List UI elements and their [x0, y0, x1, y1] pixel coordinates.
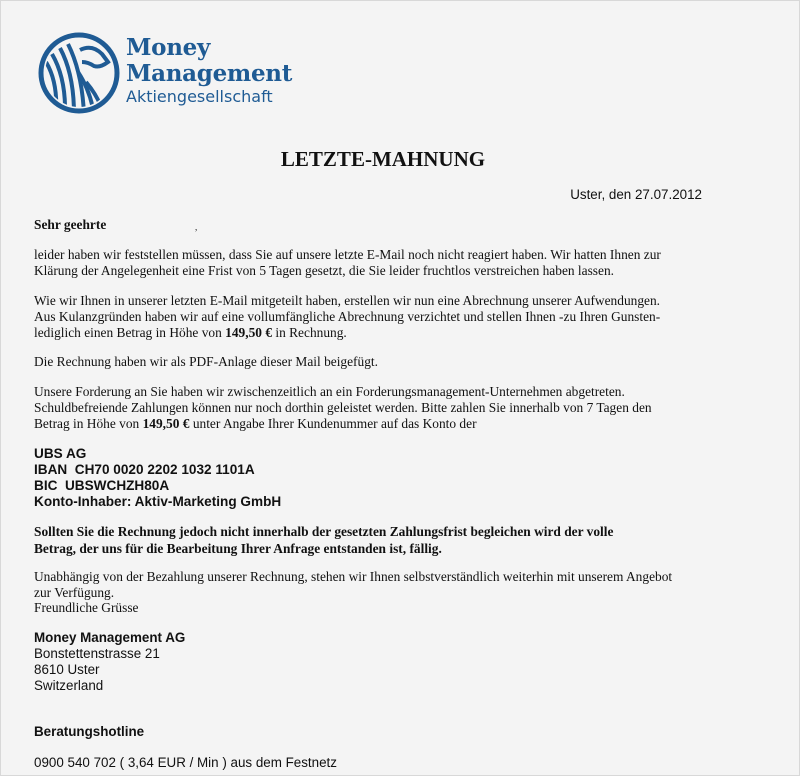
paragraph-2	[34, 293, 660, 341]
logo-line-2: Management	[126, 60, 293, 87]
page-title: LETZTE-MAHNUNG	[280, 147, 486, 171]
hotline-label: Beratungshotline	[34, 724, 145, 739]
text-line: zur Verfügung.	[34, 584, 115, 600]
sender-address	[34, 630, 185, 694]
text-line: Schuldbefreiende Zahlungen können nur noch dorthin geleistet werden. Bitte zahlen Sie innerhalb von 7 Tagen den	[34, 400, 652, 415]
amount: 149,50 €	[225, 325, 273, 340]
paragraph-3: Die Rechnung haben wir als PDF-Anlage dieser Mail beigefügt.	[34, 354, 378, 369]
sender-street: Bonstettenstrasse 21	[34, 646, 160, 661]
lion-logo-icon	[38, 32, 120, 114]
paragraph-1	[34, 247, 661, 279]
sender-name: Money Management AG	[34, 630, 186, 645]
bank-bic: BIC UBSWCHZH80A	[34, 478, 170, 493]
bank-details	[34, 446, 281, 510]
paragraph-4	[34, 384, 652, 432]
sender-country: Switzerland	[34, 678, 104, 693]
company-logo	[126, 35, 292, 107]
text: in Rechnung.	[272, 325, 347, 340]
date-line: Uster, den 27.07.2012	[570, 187, 702, 202]
text-line: Klärung der Angelegenheit eine Frist von 5 Tagen gesetzt, die Sie leider fruchtlos verstreichen haben lassen.	[34, 263, 615, 278]
text-line: Aus Kulanzgründen haben wir auf eine vollumfängliche Abrechnung verzichtet und stellen Ihnen -zu Ihren Gunsten-	[34, 309, 661, 324]
bank-name: UBS AG	[34, 446, 87, 461]
logo-line-1: Money	[126, 34, 211, 61]
text-line: Betrag, der uns für die Bearbeitung Ihrer Anfrage entstanden ist, fällig.	[34, 541, 442, 556]
logo-line-3: Aktiengesellschaft	[126, 87, 273, 106]
account-holder: Konto-Inhaber: Aktiv-Marketing GmbH	[34, 494, 282, 509]
text-line: Wie wir Ihnen in unserer letzten E-Mail mitgeteilt haben, erstellen wir nun eine Abrechnung unserer Aufwendungen.	[34, 293, 661, 308]
text-line: Unsere Forderung an Sie haben wir zwischenzeitlich an ein Forderungsmanagement-Unternehmen abgetreten.	[34, 384, 625, 399]
paragraph-5	[34, 569, 672, 616]
text-line: leider haben wir feststellen müssen, dass Sie auf unsere letzte E-Mail noch nicht reagiert haben. Wir hatten Ihnen zur	[34, 247, 661, 262]
closing: Freundliche Grüsse	[34, 600, 139, 615]
sender-city: 8610 Uster	[34, 662, 100, 677]
salutation-comma: ,	[195, 222, 198, 232]
bank-iban: IBAN CH70 0020 2202 1032 1101A	[34, 462, 255, 477]
text: lediglich einen Betrag in Höhe von	[34, 325, 226, 340]
text-line: Unabhängig von der Bezahlung unserer Rechnung, stehen wir Ihnen selbstverständlich weiterhin mit unserem Angebot	[34, 569, 673, 584]
text-line	[34, 325, 660, 341]
salutation: Sehr geehrte	[34, 217, 107, 232]
amount: 149,50 €	[142, 416, 190, 431]
text-line	[34, 416, 652, 432]
text-line: Sollten Sie die Rechnung jedoch nicht innerhalb der gesetzten Zahlungsfrist begleichen wird der volle	[34, 524, 614, 539]
warning-paragraph	[34, 523, 613, 557]
hotline-number: 0900 540 702 ( 3,64 EUR / Min ) aus dem Festnetz	[34, 755, 337, 770]
text: unter Angabe Ihrer Kundenummer auf das Konto der	[189, 416, 477, 431]
text: Betrag in Höhe von	[34, 416, 143, 431]
